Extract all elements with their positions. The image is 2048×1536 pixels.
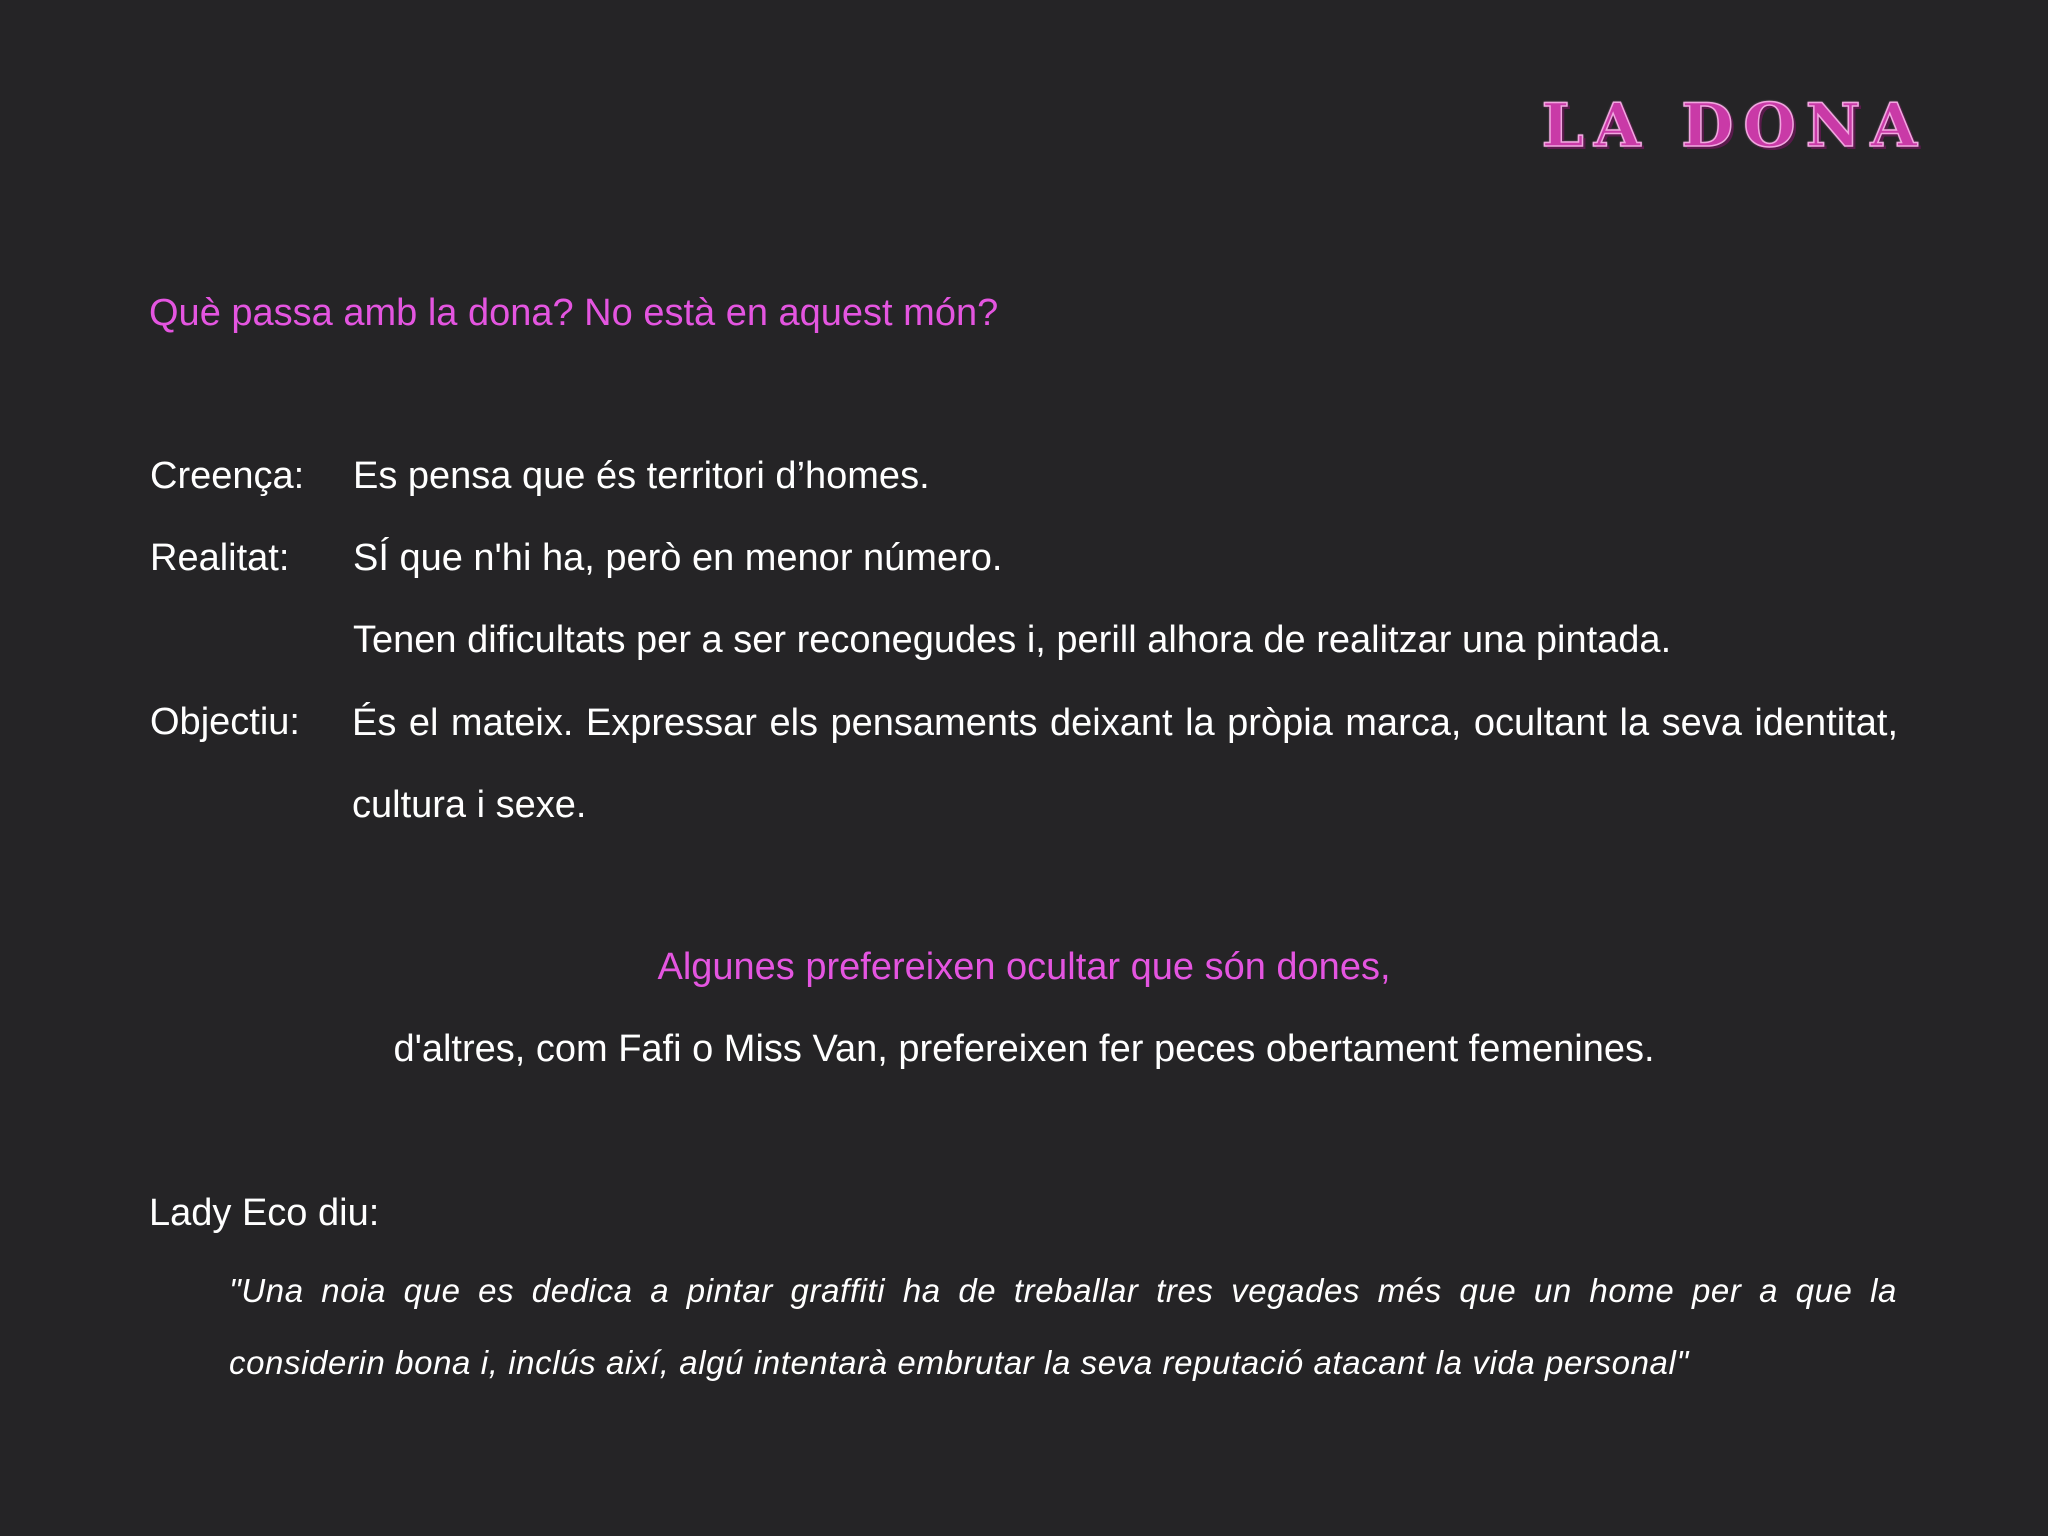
reality-text-1: SÍ que n'hi ha, però en menor número. — [353, 537, 1003, 579]
question-heading: Què passa amb la dona? No està en aquest món? — [149, 292, 999, 334]
lady-eco-quote: "Una noia que es dedica a pintar graffiti ha de treballar tres vegades més que un home per a que la considerin bona i, inclús així, algú intentarà embrutar la seva reputació atacant la vida personal" — [229, 1272, 1897, 1381]
slide-title: LA DONA — [1541, 91, 1927, 161]
belief-text: Es pensa que és territori d’homes. — [353, 455, 930, 497]
objective-text: És el mateix. Expressar els pensaments deixant la pròpia marca, ocultant la seva identitat, cultura i sexe. — [352, 702, 1898, 826]
objective-label: Objectiu: — [150, 701, 300, 743]
centered-white-line: d'altres, com Fafi o Miss Van, prefereixen fer peces obertament femenines. — [393, 1028, 1655, 1070]
belief-label: Creença: — [150, 455, 305, 497]
reality-text-2: Tenen dificultats per a ser reconegudes i, perill alhora de realitzar una pintada. — [353, 619, 1672, 661]
lady-eco-label: Lady Eco diu: — [149, 1192, 380, 1234]
centered-pink-line: Algunes prefereixen ocultar que són dones, — [657, 946, 1391, 988]
reality-label: Realitat: — [150, 537, 290, 579]
